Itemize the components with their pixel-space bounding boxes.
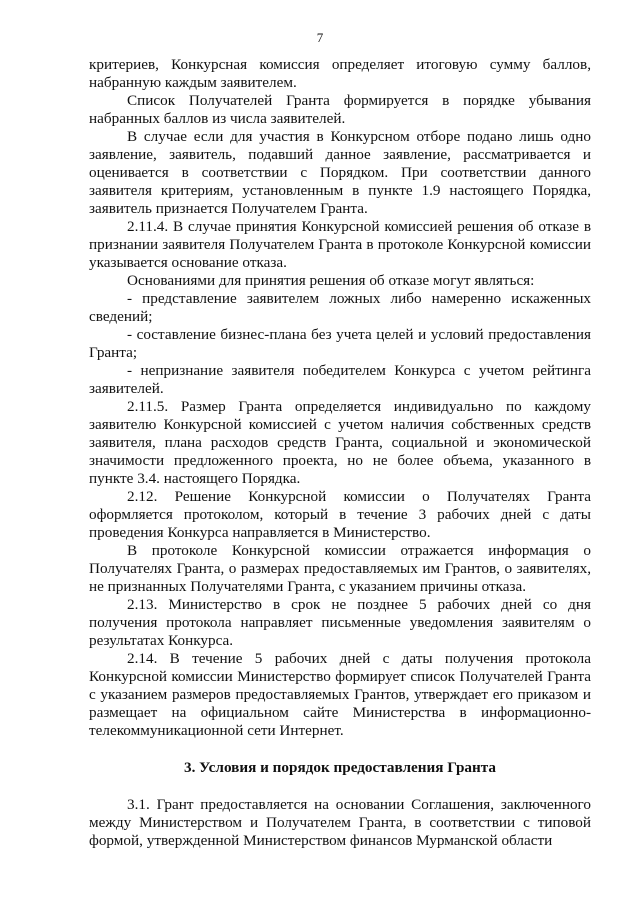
paragraph: критериев, Конкурсная комиссия определяет итоговую сумму баллов, набранную каждым заявителем. bbox=[89, 56, 591, 91]
list-item: - составление бизнес-плана без учета целей и условий предоставления Гранта; bbox=[89, 326, 591, 361]
paragraph: 3.1. Грант предоставляется на основании Соглашения, заключенного между Министерством и Получателем Гранта, в соответствии с типовой формой, утвержденной Министерством финансов Мурманской области bbox=[89, 796, 591, 849]
paragraph: В случае если для участия в Конкурсном отборе подано лишь одно заявление, заявитель, подавший данное заявление, рассматривается и оценивается в соответствии с Порядком. При соответствии данного заявителя критериям, установленным в пункте 1.9 настоящего Порядка, заявитель признается Получателем Гранта. bbox=[89, 128, 591, 217]
paragraph: Основаниями для принятия решения об отказе могут являться: bbox=[127, 272, 535, 289]
paragraph: 2.11.4. В случае принятия Конкурсной комиссией решения об отказе в признании заявителя Получателем Гранта в протоколе Конкурсной комиссии указывается основание отказа. bbox=[89, 218, 591, 271]
list-item: - представление заявителем ложных либо намеренно искаженных сведений; bbox=[89, 290, 591, 325]
list-item: - непризнание заявителя победителем Конкурса с учетом рейтинга заявителей. bbox=[89, 362, 591, 397]
paragraph: В протоколе Конкурсной комиссии отражается информация о Получателях Гранта, о размерах предоставляемых им Грантов, о заявителях, не признанных Получателями Гранта, с указанием причины отказа. bbox=[89, 542, 591, 595]
section-heading: 3. Условия и порядок предоставления Гранта bbox=[183, 759, 497, 776]
document-body bbox=[89, 56, 591, 850]
paragraph: 2.12. Решение Конкурсной комиссии о Получателях Гранта оформляется протоколом, который в течение 3 рабочих дней с даты проведения Конкурса направляется в Министерство. bbox=[89, 488, 591, 541]
page-number: 7 bbox=[316, 30, 324, 45]
paragraph: 2.13. Министерство в срок не позднее 5 рабочих дней со дня получения протокола направляет письменные уведомления заявителям о результатах Конкурса. bbox=[89, 596, 591, 649]
paragraph: Список Получателей Гранта формируется в порядке убывания набранных баллов из числа заявителей. bbox=[89, 92, 591, 127]
paragraph: 2.11.5. Размер Гранта определяется индивидуально по каждому заявителю Конкурсной комиссией с учетом наличия собственных средств заявителя, плана расходов средств Гранта, социальной и экономической значимости предложенного проекта, но не более объема, указанного в пункте 3.4. настоящего Порядка. bbox=[89, 398, 591, 487]
paragraph: 2.14. В течение 5 рабочих дней с даты получения протокола Конкурсной комиссии Министерство формирует список Получателей Гранта с указанием размеров предоставляемых Грантов, утверждает его приказом и размещает на официальном сайте Министерства в информационно-телекоммуникационной сети Интернет. bbox=[89, 650, 591, 739]
